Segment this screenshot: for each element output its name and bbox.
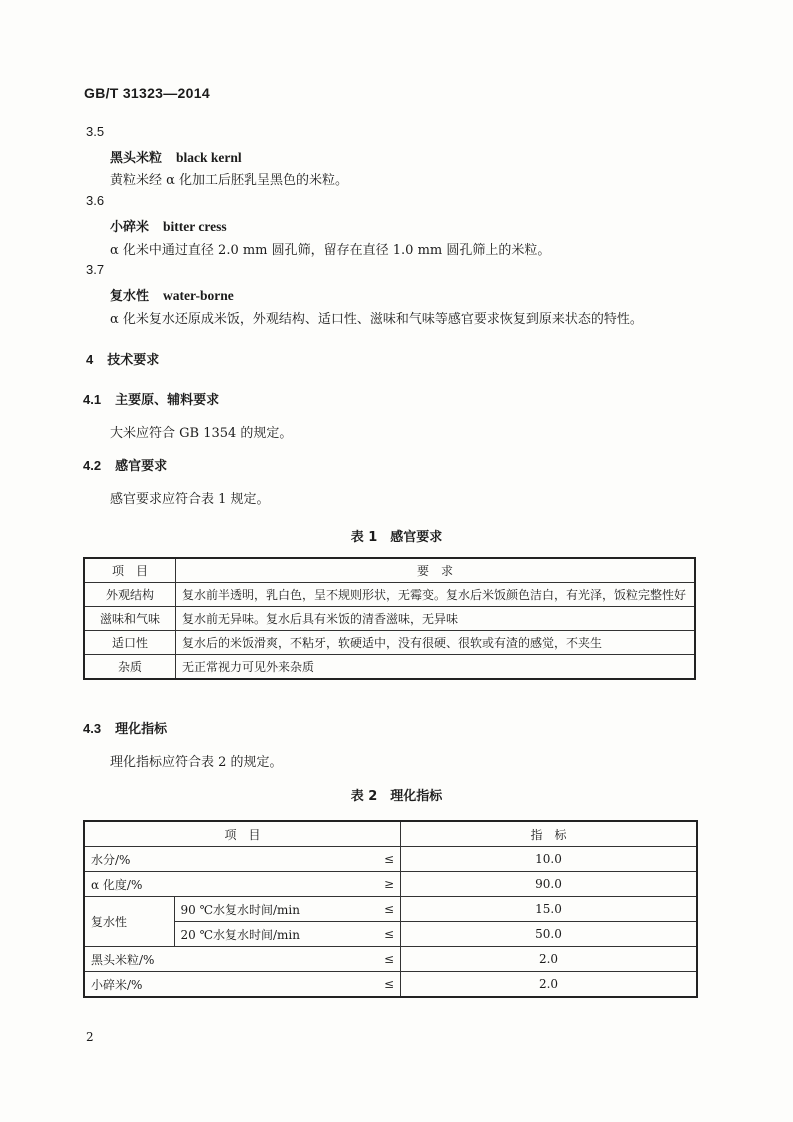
table-cell: ≤: [374, 972, 401, 998]
term-heading: [110, 216, 227, 235]
section-4-1-heading: 4.1 主要原、辅料要求: [83, 392, 220, 408]
table-row: [84, 872, 697, 897]
term-heading: [110, 285, 234, 304]
table-cell: ≤: [374, 947, 401, 972]
table-2-physicochemical: [83, 820, 698, 998]
section-4-2-heading: 4.2 感官要求: [83, 458, 168, 474]
table-row: [84, 947, 697, 972]
table-cell: 杂质: [84, 655, 176, 680]
table-row: [84, 847, 697, 872]
table-row: [84, 897, 697, 922]
table-cell: ≤: [374, 897, 401, 922]
term-definition: 黄粒米经 α 化加工后胚乳呈黑色的米粒。: [110, 173, 349, 188]
table-row: [84, 922, 697, 947]
table-cell: 复水后的米饭滑爽，不粘牙，软硬适中，没有很硬、很软或有渣的感觉，不夹生: [176, 631, 696, 655]
table-cell: 适口性: [84, 631, 176, 655]
term-heading: [110, 147, 242, 166]
standard-number: GB/T 31323—2014: [84, 85, 210, 101]
table-cell: 外观结构: [84, 583, 176, 607]
section-4-2-text: 感官要求应符合表 1 规定。: [110, 492, 270, 507]
table-cell: 15.0: [401, 897, 698, 922]
table-cell: 滋味和气味: [84, 607, 176, 631]
table-row: [84, 607, 695, 631]
table-2-caption: 表 2 理化指标: [350, 789, 443, 804]
table-cell: ≤: [374, 847, 401, 872]
table-cell: 复水前半透明，乳白色，呈不规则形状，无霉变。复水后米饭颜色洁白，有光泽，饭粒完整性好: [176, 583, 696, 607]
table-cell: 10.0: [401, 847, 698, 872]
table-cell: 水分/%: [84, 847, 374, 872]
table-cell: 90 ℃水复水时间/min: [174, 897, 374, 922]
table-header-row: [84, 558, 695, 583]
term-zh: 复水性: [110, 289, 150, 304]
term-zh: 黑头米粒: [110, 151, 163, 166]
table-cell: 无正常视力可见外来杂质: [176, 655, 696, 680]
table-row: [84, 631, 695, 655]
term-definition: α 化米中通过直径 2.0 mm 圆孔筛，留存在直径 1.0 mm 圆孔筛上的米粒。: [110, 243, 551, 258]
term-en: water-borne: [163, 288, 234, 303]
term-zh: 小碎米: [110, 220, 150, 235]
term-en: bitter cress: [163, 219, 227, 234]
table-header-cell: 要 求: [176, 558, 696, 583]
page-number: 2: [86, 1030, 94, 1044]
term-definition: α 化米复水还原成米饭，外观结构、适口性、滋味和气味等感官要求恢复到原来状态的特性。: [110, 312, 643, 327]
table-cell: 2.0: [401, 947, 698, 972]
table-cell: α 化度/%: [84, 872, 374, 897]
term-number: 3.6: [86, 193, 105, 208]
term-number: 3.5: [86, 124, 105, 139]
term-en: black kernl: [176, 150, 242, 165]
table-row: [84, 583, 695, 607]
table-cell: 2.0: [401, 972, 698, 998]
table-cell: 小碎米/%: [84, 972, 374, 998]
table-1-caption: 表 1 感官要求: [350, 530, 443, 545]
table-cell: 复水前无异味。复水后具有米饭的清香滋味，无异味: [176, 607, 696, 631]
table-cell: 50.0: [401, 922, 698, 947]
table-row: [84, 972, 697, 998]
table-cell: ≤: [374, 922, 401, 947]
section-4-3-text: 理化指标应符合表 2 的规定。: [110, 755, 283, 770]
section-4-heading: 4 技术要求: [86, 352, 160, 368]
table-header-cell: 项 目: [84, 821, 401, 847]
term-number: 3.7: [86, 262, 105, 277]
table-header-cell: 项 目: [84, 558, 176, 583]
table-cell: 20 ℃水复水时间/min: [174, 922, 374, 947]
table-header-cell: 指 标: [401, 821, 698, 847]
table-cell: 90.0: [401, 872, 698, 897]
table-1-sensory: [83, 557, 696, 680]
table-cell: ≥: [374, 872, 401, 897]
section-4-1-text: 大米应符合 GB 1354 的规定。: [110, 426, 293, 441]
section-4-3-heading: 4.3 理化指标: [83, 721, 168, 737]
table-cell: 复水性: [84, 897, 174, 947]
table-row: [84, 655, 695, 680]
table-cell: 黑头米粒/%: [84, 947, 374, 972]
table-header-row: [84, 821, 697, 847]
